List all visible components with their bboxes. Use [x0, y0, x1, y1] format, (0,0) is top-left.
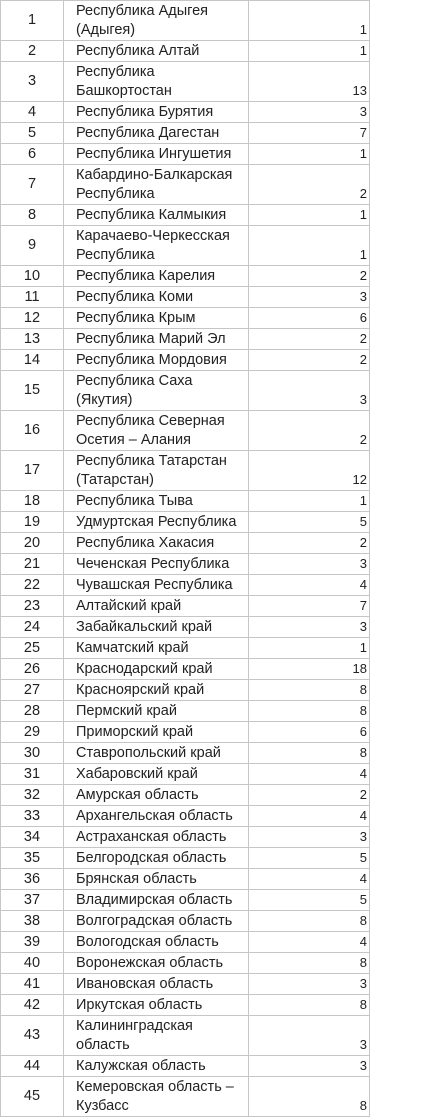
region-name-cell: Приморский край [64, 722, 249, 743]
region-name-cell: Вологодская область [64, 932, 249, 953]
table-row [1, 62, 370, 102]
table-row [1, 205, 370, 226]
row-number-cell: 4 [1, 102, 64, 123]
count-cell: 2 [249, 266, 370, 287]
region-name-cell: Калужская область [64, 1056, 249, 1077]
row-number-cell: 45 [1, 1077, 64, 1117]
row-number-cell: 42 [1, 995, 64, 1016]
table-row [1, 411, 370, 451]
count-cell: 1 [249, 226, 370, 266]
count-cell: 3 [249, 287, 370, 308]
row-number-cell: 21 [1, 554, 64, 575]
count-cell: 8 [249, 743, 370, 764]
region-name-cell: Камчатский край [64, 638, 249, 659]
table-row [1, 1077, 370, 1117]
row-number-cell: 35 [1, 848, 64, 869]
count-cell: 1 [249, 638, 370, 659]
row-number-cell: 29 [1, 722, 64, 743]
row-number-cell: 36 [1, 869, 64, 890]
row-number-cell: 38 [1, 911, 64, 932]
table-row [1, 329, 370, 350]
table-row [1, 932, 370, 953]
count-cell: 4 [249, 869, 370, 890]
count-cell: 3 [249, 554, 370, 575]
count-cell: 1 [249, 144, 370, 165]
row-number-cell: 15 [1, 371, 64, 411]
row-number-cell: 28 [1, 701, 64, 722]
row-number-cell: 23 [1, 596, 64, 617]
region-name-cell: Брянская область [64, 869, 249, 890]
row-number-cell: 32 [1, 785, 64, 806]
count-cell: 8 [249, 953, 370, 974]
count-cell: 4 [249, 764, 370, 785]
table-row [1, 123, 370, 144]
row-number-cell: 30 [1, 743, 64, 764]
table-row [1, 890, 370, 911]
row-number-cell: 25 [1, 638, 64, 659]
count-cell: 12 [249, 451, 370, 491]
count-cell: 2 [249, 165, 370, 205]
count-cell: 5 [249, 848, 370, 869]
table-row [1, 1056, 370, 1077]
table-row [1, 764, 370, 785]
count-cell: 8 [249, 1077, 370, 1117]
table-row [1, 617, 370, 638]
table-row [1, 512, 370, 533]
count-cell: 2 [249, 329, 370, 350]
region-name-cell: Красноярский край [64, 680, 249, 701]
row-number-cell: 27 [1, 680, 64, 701]
count-cell: 8 [249, 701, 370, 722]
count-cell: 5 [249, 890, 370, 911]
region-name-cell: Пермский край [64, 701, 249, 722]
region-name-cell: Республика Калмыкия [64, 205, 249, 226]
table-row [1, 638, 370, 659]
row-number-cell: 3 [1, 62, 64, 102]
row-number-cell: 8 [1, 205, 64, 226]
count-cell: 3 [249, 102, 370, 123]
table-row [1, 350, 370, 371]
table-row [1, 41, 370, 62]
table-row [1, 226, 370, 266]
region-name-cell: Иркутская область [64, 995, 249, 1016]
count-cell: 1 [249, 41, 370, 62]
row-number-cell: 40 [1, 953, 64, 974]
table-row [1, 554, 370, 575]
count-cell: 4 [249, 932, 370, 953]
count-cell: 4 [249, 806, 370, 827]
table-row [1, 1, 370, 41]
region-name-cell: Ивановская область [64, 974, 249, 995]
row-number-cell: 26 [1, 659, 64, 680]
region-name-cell: Архангельская область [64, 806, 249, 827]
row-number-cell: 41 [1, 974, 64, 995]
table-row [1, 680, 370, 701]
count-cell: 13 [249, 62, 370, 102]
table-row [1, 102, 370, 123]
table-row [1, 995, 370, 1016]
table-row [1, 659, 370, 680]
row-number-cell: 11 [1, 287, 64, 308]
table-row [1, 743, 370, 764]
count-cell: 3 [249, 827, 370, 848]
region-name-cell: Республика Татарстан (Татарстан) [64, 451, 249, 491]
table-row [1, 144, 370, 165]
region-name-cell: Астраханская область [64, 827, 249, 848]
region-name-cell: Чувашская Республика [64, 575, 249, 596]
count-cell: 4 [249, 575, 370, 596]
count-cell: 8 [249, 680, 370, 701]
region-name-cell: Республика Алтай [64, 41, 249, 62]
row-number-cell: 10 [1, 266, 64, 287]
table-row [1, 308, 370, 329]
table-row [1, 266, 370, 287]
count-cell: 1 [249, 491, 370, 512]
row-number-cell: 33 [1, 806, 64, 827]
count-cell: 18 [249, 659, 370, 680]
region-name-cell: Республика Коми [64, 287, 249, 308]
region-name-cell: Республика Адыгея (Адыгея) [64, 1, 249, 41]
table-row [1, 974, 370, 995]
region-name-cell: Забайкальский край [64, 617, 249, 638]
count-cell: 6 [249, 722, 370, 743]
count-cell: 3 [249, 1016, 370, 1056]
region-name-cell: Краснодарский край [64, 659, 249, 680]
region-name-cell: Республика Мордовия [64, 350, 249, 371]
row-number-cell: 22 [1, 575, 64, 596]
region-name-cell: Чеченская Республика [64, 554, 249, 575]
table-row [1, 911, 370, 932]
row-number-cell: 16 [1, 411, 64, 451]
table-row [1, 869, 370, 890]
count-cell: 8 [249, 911, 370, 932]
table-row [1, 596, 370, 617]
table-row [1, 491, 370, 512]
row-number-cell: 44 [1, 1056, 64, 1077]
region-name-cell: Ставропольский край [64, 743, 249, 764]
count-cell: 8 [249, 995, 370, 1016]
table-row [1, 371, 370, 411]
count-cell: 3 [249, 974, 370, 995]
count-cell: 5 [249, 512, 370, 533]
row-number-cell: 5 [1, 123, 64, 144]
region-name-cell: Хабаровский край [64, 764, 249, 785]
region-name-cell: Владимирская область [64, 890, 249, 911]
count-cell: 3 [249, 1056, 370, 1077]
table-row [1, 827, 370, 848]
table-row [1, 848, 370, 869]
region-name-cell: Республика Марий Эл [64, 329, 249, 350]
row-number-cell: 7 [1, 165, 64, 205]
count-cell: 7 [249, 123, 370, 144]
count-cell: 3 [249, 617, 370, 638]
region-name-cell: Кабардино-Балкарская Республика [64, 165, 249, 205]
count-cell: 2 [249, 350, 370, 371]
region-name-cell: Волгоградская область [64, 911, 249, 932]
region-name-cell: Воронежская область [64, 953, 249, 974]
table-row [1, 165, 370, 205]
row-number-cell: 1 [1, 1, 64, 41]
count-cell: 2 [249, 785, 370, 806]
region-name-cell: Белгородская область [64, 848, 249, 869]
row-number-cell: 12 [1, 308, 64, 329]
region-name-cell: Алтайский край [64, 596, 249, 617]
row-number-cell: 39 [1, 932, 64, 953]
region-name-cell: Республика Тыва [64, 491, 249, 512]
count-cell: 2 [249, 411, 370, 451]
table-row [1, 287, 370, 308]
count-cell: 6 [249, 308, 370, 329]
region-name-cell: Республика Дагестан [64, 123, 249, 144]
row-number-cell: 34 [1, 827, 64, 848]
row-number-cell: 31 [1, 764, 64, 785]
row-number-cell: 20 [1, 533, 64, 554]
table-row [1, 806, 370, 827]
region-name-cell: Республика Ингушетия [64, 144, 249, 165]
table-row [1, 785, 370, 806]
region-name-cell: Республика Северная Осетия – Алания [64, 411, 249, 451]
table-row [1, 533, 370, 554]
count-cell: 3 [249, 371, 370, 411]
row-number-cell: 13 [1, 329, 64, 350]
table-row [1, 953, 370, 974]
region-name-cell: Республика Карелия [64, 266, 249, 287]
region-name-cell: Республика Крым [64, 308, 249, 329]
table-row [1, 451, 370, 491]
region-name-cell: Республика Саха (Якутия) [64, 371, 249, 411]
row-number-cell: 43 [1, 1016, 64, 1056]
region-name-cell: Удмуртская Республика [64, 512, 249, 533]
count-cell: 1 [249, 1, 370, 41]
region-name-cell: Калининградская область [64, 1016, 249, 1056]
region-name-cell: Амурская область [64, 785, 249, 806]
row-number-cell: 9 [1, 226, 64, 266]
table-row [1, 575, 370, 596]
row-number-cell: 19 [1, 512, 64, 533]
region-name-cell: Кемеровская область – Кузбасс [64, 1077, 249, 1117]
row-number-cell: 17 [1, 451, 64, 491]
row-number-cell: 6 [1, 144, 64, 165]
row-number-cell: 14 [1, 350, 64, 371]
count-cell: 7 [249, 596, 370, 617]
count-cell: 1 [249, 205, 370, 226]
region-name-cell: Республика Бурятия [64, 102, 249, 123]
row-number-cell: 37 [1, 890, 64, 911]
table-row [1, 1016, 370, 1056]
count-cell: 2 [249, 533, 370, 554]
row-number-cell: 24 [1, 617, 64, 638]
table-row [1, 722, 370, 743]
region-name-cell: Республика Хакасия [64, 533, 249, 554]
table-row [1, 701, 370, 722]
region-name-cell: Республика Башкортостан [64, 62, 249, 102]
region-name-cell: Карачаево-Черкесская Республика [64, 226, 249, 266]
row-number-cell: 2 [1, 41, 64, 62]
row-number-cell: 18 [1, 491, 64, 512]
regions-table-body [1, 1, 370, 1117]
